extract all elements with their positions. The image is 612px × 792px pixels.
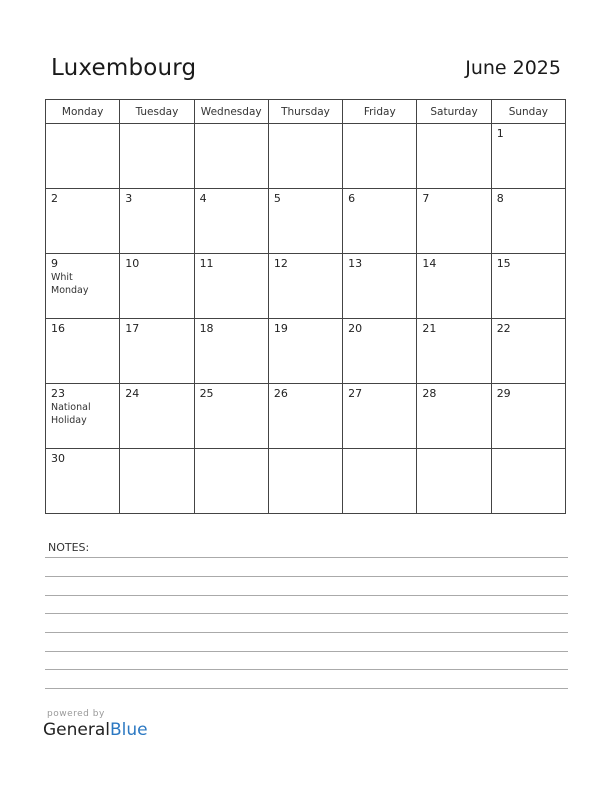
brand-text-general: General bbox=[43, 720, 110, 740]
generalblue-logo bbox=[43, 720, 148, 740]
calendar-day-cell bbox=[417, 449, 491, 514]
notes-line bbox=[45, 632, 568, 633]
weekday-header: Wednesday bbox=[194, 100, 268, 124]
weekday-header-row bbox=[46, 100, 566, 124]
holiday-label: Whit bbox=[51, 272, 73, 283]
day-number: 22 bbox=[496, 322, 511, 335]
calendar-week-row bbox=[46, 384, 566, 449]
day-number: 27 bbox=[348, 387, 363, 400]
calendar-day-cell bbox=[194, 384, 268, 449]
day-number: 25 bbox=[199, 387, 214, 400]
calendar-day-cell bbox=[120, 124, 194, 189]
calendar-day-cell bbox=[268, 189, 342, 254]
calendar-day-cell bbox=[268, 384, 342, 449]
calendar-day-cell bbox=[46, 384, 120, 449]
calendar-week-row bbox=[46, 189, 566, 254]
day-number: 6 bbox=[348, 192, 356, 205]
calendar-day-cell bbox=[343, 449, 417, 514]
day-number: 8 bbox=[496, 192, 504, 205]
calendar-day-cell bbox=[120, 384, 194, 449]
day-number: 15 bbox=[496, 257, 511, 270]
calendar-day-cell bbox=[194, 254, 268, 319]
weekday-header: Tuesday bbox=[120, 100, 194, 124]
day-number: 29 bbox=[496, 387, 511, 400]
weekday-header: Thursday bbox=[268, 100, 342, 124]
calendar-day-cell bbox=[268, 449, 342, 514]
calendar-day-cell bbox=[417, 254, 491, 319]
day-number: 28 bbox=[422, 387, 437, 400]
calendar-day-cell bbox=[194, 189, 268, 254]
weekday-header: Friday bbox=[343, 100, 417, 124]
day-number: 9 bbox=[51, 257, 58, 270]
calendar-day-cell bbox=[46, 124, 120, 189]
day-number: 1 bbox=[496, 127, 504, 140]
notes-line bbox=[45, 613, 568, 614]
day-number: 21 bbox=[422, 322, 437, 335]
calendar-day-cell bbox=[268, 319, 342, 384]
weekday-header: Sunday bbox=[491, 100, 565, 124]
calendar-day-cell bbox=[491, 124, 565, 189]
calendar-day-cell bbox=[120, 319, 194, 384]
notes-line bbox=[45, 595, 568, 596]
calendar-day-cell bbox=[491, 449, 565, 514]
calendar-day-cell bbox=[343, 254, 417, 319]
day-number: 19 bbox=[273, 322, 288, 335]
notes-line bbox=[45, 557, 568, 558]
calendar-day-cell bbox=[120, 449, 194, 514]
day-number: 16 bbox=[51, 322, 65, 335]
weekday-header: Saturday bbox=[417, 100, 491, 124]
day-number: 18 bbox=[199, 322, 214, 335]
notes-line bbox=[45, 651, 568, 652]
holiday-label: Holiday bbox=[51, 415, 87, 426]
notes-label: NOTES: bbox=[48, 541, 90, 554]
day-number: 7 bbox=[422, 192, 430, 205]
day-number: 11 bbox=[199, 257, 214, 270]
calendar-week-row bbox=[46, 254, 566, 319]
calendar-day-cell bbox=[417, 384, 491, 449]
calendar-country-title: Luxembourg bbox=[51, 55, 197, 81]
day-number: 30 bbox=[51, 452, 65, 465]
calendar-day-cell bbox=[417, 124, 491, 189]
day-number: 26 bbox=[273, 387, 288, 400]
day-number: 3 bbox=[125, 192, 133, 205]
day-number: 12 bbox=[273, 257, 288, 270]
day-number: 5 bbox=[273, 192, 281, 205]
calendar-day-cell bbox=[46, 254, 120, 319]
powered-by-label: powered by bbox=[47, 709, 105, 719]
notes-line bbox=[45, 669, 568, 670]
calendar-day-cell bbox=[491, 254, 565, 319]
notes-line bbox=[45, 576, 568, 577]
day-number: 23 bbox=[51, 387, 65, 400]
day-number: 10 bbox=[125, 257, 140, 270]
brand-text-blue: Blue bbox=[110, 720, 148, 740]
calendar-month-year: June 2025 bbox=[465, 57, 561, 79]
calendar-day-cell bbox=[268, 124, 342, 189]
calendar-day-cell bbox=[120, 189, 194, 254]
calendar-day-cell bbox=[491, 319, 565, 384]
day-number: 24 bbox=[125, 387, 140, 400]
calendar-day-cell bbox=[491, 384, 565, 449]
day-number: 4 bbox=[199, 192, 207, 205]
calendar-day-cell bbox=[46, 319, 120, 384]
calendar-day-cell bbox=[343, 124, 417, 189]
calendar-day-cell bbox=[417, 319, 491, 384]
holiday-label: National bbox=[51, 402, 91, 413]
calendar-day-cell bbox=[343, 189, 417, 254]
calendar-day-cell bbox=[343, 319, 417, 384]
calendar-day-cell bbox=[46, 189, 120, 254]
calendar-day-cell bbox=[343, 384, 417, 449]
calendar-week-row bbox=[46, 449, 566, 514]
holiday-label: Monday bbox=[51, 285, 89, 296]
weekday-header: Monday bbox=[46, 100, 120, 124]
calendar-week-row bbox=[46, 124, 566, 189]
calendar-day-cell bbox=[491, 189, 565, 254]
day-number: 17 bbox=[125, 322, 140, 335]
month-calendar-grid bbox=[45, 99, 566, 514]
calendar-day-cell bbox=[194, 319, 268, 384]
calendar-day-cell bbox=[194, 449, 268, 514]
calendar-day-cell bbox=[46, 449, 120, 514]
calendar-week-row bbox=[46, 319, 566, 384]
calendar-day-cell bbox=[268, 254, 342, 319]
day-number: 20 bbox=[348, 322, 363, 335]
calendar-day-cell bbox=[417, 189, 491, 254]
day-number: 14 bbox=[422, 257, 437, 270]
calendar-day-cell bbox=[194, 124, 268, 189]
day-number: 2 bbox=[51, 192, 58, 205]
calendar-day-cell bbox=[120, 254, 194, 319]
notes-line bbox=[45, 688, 568, 689]
day-number: 13 bbox=[348, 257, 363, 270]
